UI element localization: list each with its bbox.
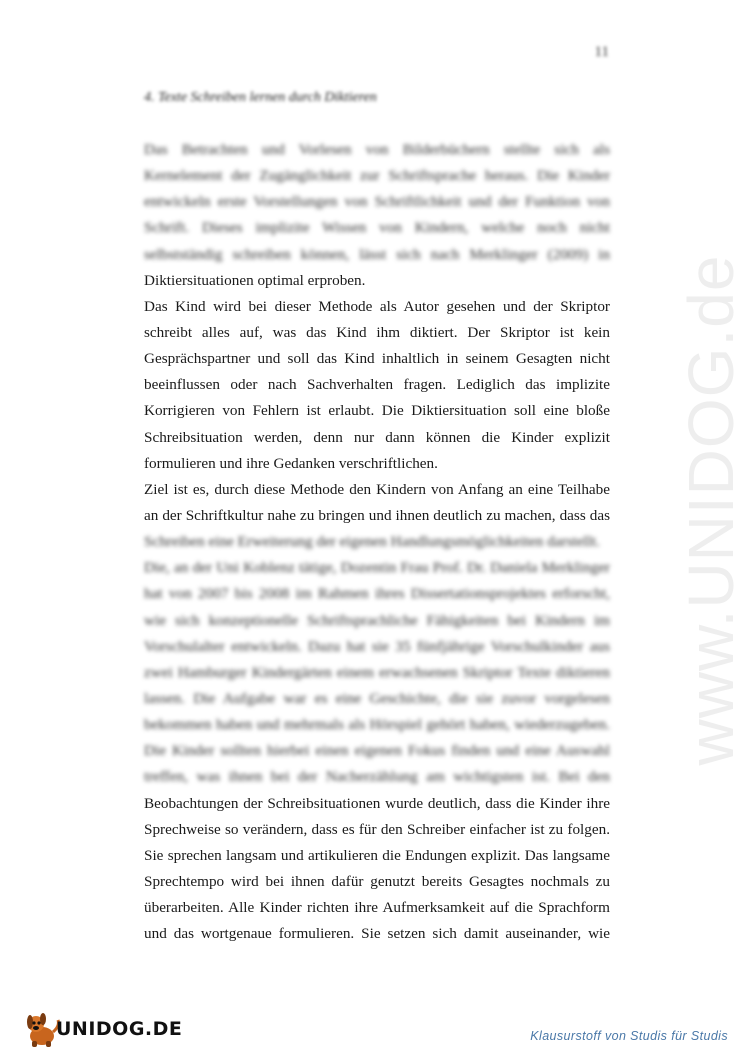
text-line: selbstständig schreiben können, lässt sich nach Merklinger (2009) in (144, 245, 610, 263)
text-line: Ziel ist es, durch diese Methode den Kindern von Anfang an eine Teilhabe (144, 480, 610, 498)
text-line: wie sich konzeptionelle Schriftsprachliche Fähigkeiten bei Kindern im (144, 611, 610, 629)
text-line: formulieren und ihre Gedanken verschriftlichen. (144, 454, 438, 472)
text-line: hat von 2007 bis 2008 im Rahmen ihres Dissertationsprojektes erforscht, (144, 585, 610, 603)
text-line: Korrigieren von Fehlern ist erlaubt. Die Diktiersituation soll eine bloße (144, 402, 610, 420)
text-line: lassen. Die Aufgabe war es eine Geschichte, die sie zuvor vorgelesen (144, 689, 610, 707)
text-line: Schrift. Dieses implizite Wissen von Kindern, welche noch nicht (144, 219, 610, 237)
text-line: Gesprächspartner und soll das Kind inhaltlich in seinem Gesagten nicht (144, 350, 610, 368)
text-line: zwei Hamburger Kindergärten einem erwachsenen Skriptor Texte diktieren (144, 663, 610, 681)
body-text (144, 137, 610, 947)
text-line: Das Kind wird bei dieser Methode als Autor gesehen und der Skriptor (144, 297, 610, 315)
text-line: Beobachtungen der Schreibsituationen wurde deutlich, dass die Kinder ihre (144, 794, 610, 812)
text-line: Sprechweise so verändern, dass es für den Schreiber einfacher ist zu folgen. (144, 820, 610, 838)
text-line: beeinflussen oder nach Sachverhalten fragen. Lediglich das implizite (144, 376, 610, 394)
text-line: schreibt alles auf, was das Kind ihm diktiert. Der Skriptor ist kein (144, 323, 610, 341)
text-line: Schreibsituation werden, denn nur dann können die Kinder explizit (144, 428, 610, 446)
text-line: Die, an der Uni Koblenz tätige, Dozentin Frau Prof. Dr. Daniela Merklinger (144, 559, 610, 577)
text-line: an der Schriftkultur nahe zu bringen und ihnen deutlich zu machen, dass das (144, 506, 610, 524)
watermark (666, 254, 750, 766)
text-line: treffen, was ihnen bei der Nacherzählung am wichtigsten ist. Bei den (144, 768, 610, 786)
text-line: überarbeiten. Alle Kinder richten ihre Aufmerksamkeit auf die Sprachform (144, 899, 610, 917)
logo-text: UNIDOG.DE (56, 1018, 183, 1040)
text-line: und das wortgenaue formulieren. Sie setzen sich damit auseinander, wie (144, 925, 610, 943)
section-heading: 4. Texte Schreiben lernen durch Diktieren (144, 90, 377, 105)
text-line: Kernelement der Zugänglichkeit zur Schriftsprache heraus. Die Kinder (144, 167, 610, 185)
text-line: bekommen haben und mehrmals als Hörspiel gehört haben, wiederzugeben. (144, 716, 610, 734)
text-line: Die Kinder sollten hierbei einen eigenen Fokus finden und eine Auswahl (144, 742, 610, 760)
text-line: Das Betrachten und Vorlesen von Bilderbüchern stellte sich als (144, 141, 610, 158)
text-line: Schreiben eine Erweiterung der eigenen Handlungsmöglichkeiten darstellt. (144, 533, 600, 551)
text-line: Sie sprechen langsam und artikulieren die Endungen explizit. Das langsame (144, 846, 610, 864)
text-line: entwickeln erste Vorstellungen von Schriftlichkeit und der Funktion von (144, 193, 610, 211)
text-line: Vorschulalter entwickeln. Dazu hat sie 35 fünfjährige Vorschulkinder aus (144, 637, 610, 655)
text-line: Sprechtempo wird bei ihnen dafür genutzt bereits Gesagtes nochmals zu (144, 872, 610, 890)
footer-tagline: Klausurstoff von Studis für Studis (530, 1029, 728, 1043)
page-number: 11 (594, 44, 609, 60)
text-line: Diktiersituationen optimal erproben. (144, 271, 366, 289)
watermark-text: www.UNIDOG.de (675, 254, 747, 766)
footer-logo (22, 1010, 183, 1050)
